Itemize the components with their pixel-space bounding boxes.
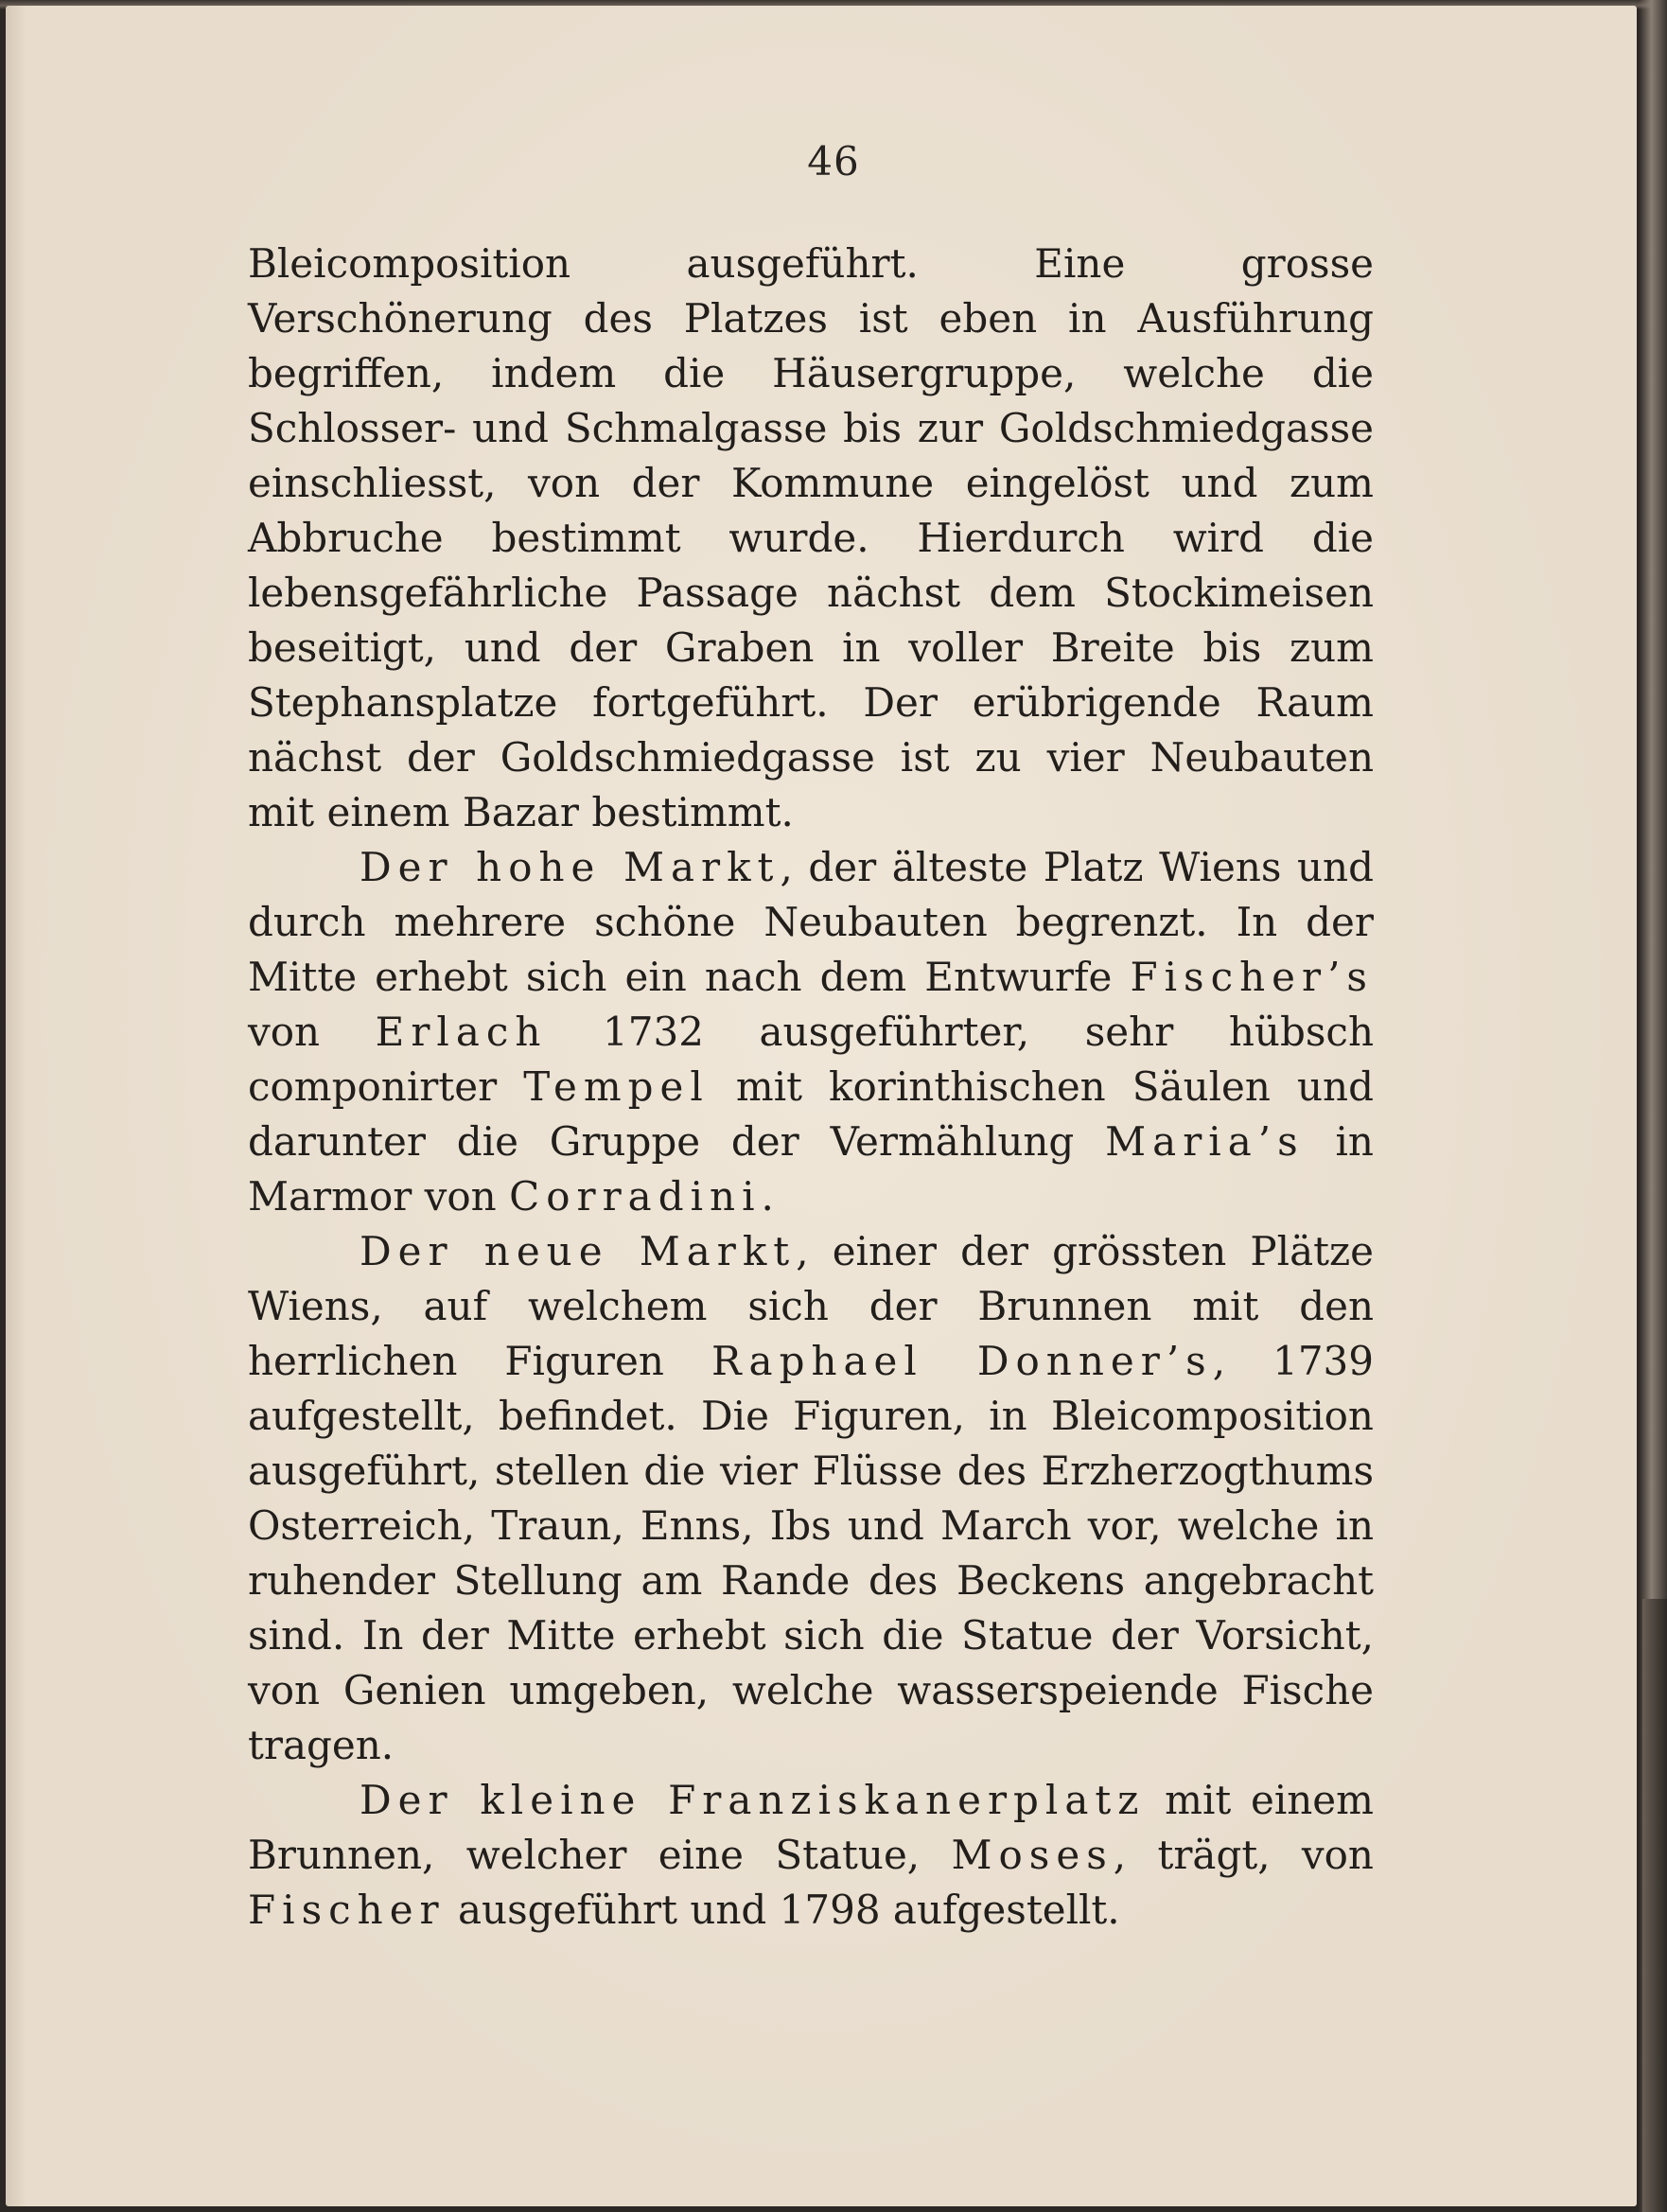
paragraph-4 [248,1773,1374,1938]
paragraph-2-text-2: von [248,1009,376,1055]
paragraph-4-text-2: , trägt, von [1113,1832,1374,1878]
paragraph-3-text-2: , 1739 aufgestellt, befindet. Die Figuren, in Bleicomposition ausgeführt, stellen die vier Flüsse des Erzherzogthums Osterreich, Traun, Enns, Ibs und March vor, welche in ruhender Stellung am Rande des Beckens angebracht sind. In der Mitte erhebt sich die Statue der Vorsicht, von Genien umgeben, welche wasserspeiende Fische tragen. [248,1338,1375,1768]
emphasis-corradini: Corradini [509,1173,762,1220]
emphasis-raphael-donners: Raphael Donner’s [711,1338,1213,1384]
book-spine-shadow [1642,1599,1667,2212]
emphasis-moses: Moses [951,1832,1114,1878]
emphasis-fischer: Fischer [248,1887,446,1933]
emphasis-neuer-markt: Der neue Markt [360,1228,797,1274]
body-text [248,237,1374,1938]
paragraph-4-text-1: mit einem Brunnen, welcher eine Statue, [248,1777,1374,1878]
paragraph-4-text-3: ausgeführt und 1798 aufgestellt. [445,1887,1120,1933]
paragraph-2-text-5: in Marmor von [248,1118,1374,1220]
paragraph-3 [248,1224,1374,1773]
paragraph-2-text-4: mit korinthischen Säulen und darunter die Gruppe der Vermählung [248,1063,1374,1165]
emphasis-fischers: Fischer’s [1130,954,1374,1000]
emphasis-franziskanerplatz: Der kleine Franziskanerplatz [360,1777,1146,1823]
emphasis-tempel: Tempel [523,1063,710,1110]
paragraph-2-text-1: , der älteste Platz Wiens und durch mehrere schöne Neubauten begrenzt. In der Mitte erhebt sich ein nach dem Entwurfe [248,844,1374,1000]
paragraph-2 [248,840,1374,1224]
paragraph-1: Bleicomposition ausgeführt. Eine grosse Verschönerung des Platzes ist eben in Ausführung begriffen, indem die Häusergruppe, welche die Schlosser- und Schmalgasse bis zur Goldschmiedgasse einschliesst, von der Kommune eingelöst und zum Abbruche bestimmt wurde. Hierdurch wird die lebensgefährliche Passage nächst dem Stockimeisen beseitigt, und der Graben in voller Breite bis zum Stephansplatze fortgeführt. Der erübrigende Raum nächst der Goldschmiedgasse ist zu vier Neubauten mit einem Bazar bestimmt. [248,240,1374,835]
emphasis-marias: Maria’s [1105,1118,1305,1165]
emphasis-erlach: Erlach [375,1009,548,1055]
page-number: 46 [807,138,860,184]
paragraph-3-text-1: , einer der grössten Plätze Wiens, auf welchem sich der Brunnen mit den herrlichen Figuren [248,1228,1374,1384]
emphasis-hoher-markt: Der hohe Markt [360,844,781,890]
paragraph-2-text-3: 1732 ausgeführter, sehr hübsch componirter [248,1009,1374,1110]
paragraph-2-text-6: . [761,1173,774,1220]
